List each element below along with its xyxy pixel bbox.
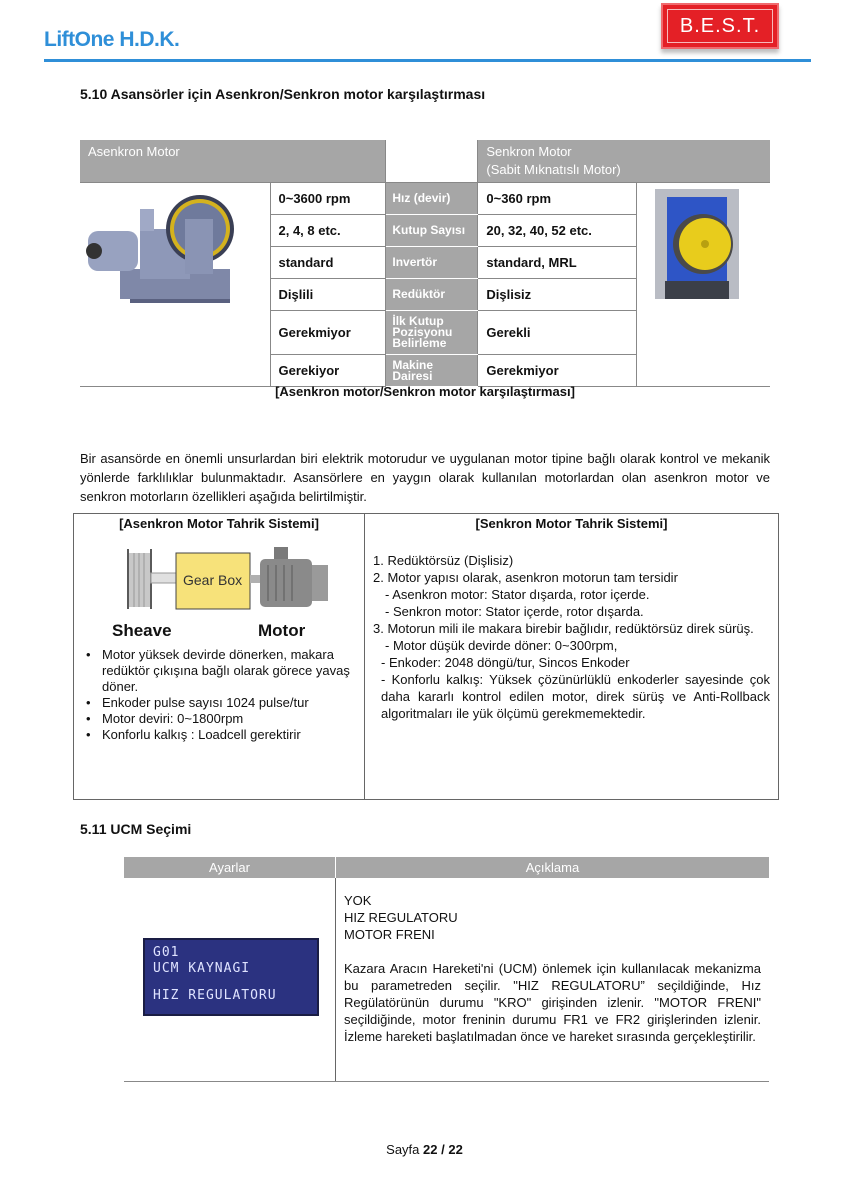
page-total: 22: [448, 1142, 463, 1157]
sync-value: Gerekmiyor: [478, 355, 637, 387]
col-description: Açıklama: [525, 860, 580, 875]
description-cell: [336, 878, 769, 1081]
list-item: • Konforlu kalkış : Loadcell gerektirir: [80, 727, 358, 743]
lcd-line-1: G01: [153, 945, 180, 960]
geared-machine-image: [80, 189, 250, 314]
list-item: - Asenkron motor: Stator dışarda, rotor içerde.: [385, 587, 650, 602]
lcd-display: [143, 938, 319, 1016]
async-value: Gerekiyor: [270, 355, 386, 387]
async-motor-header: Asenkron Motor: [80, 140, 386, 183]
list-item: - Senkron motor: Stator içerde, rotor dışarda.: [385, 604, 644, 619]
ucm-table-header: [124, 857, 769, 878]
property-label: İlk Kutup Pozisyonu Belirleme: [386, 311, 478, 355]
async-value: Gerekmiyor: [270, 311, 386, 355]
gearbox-label: Gear Box: [183, 572, 243, 588]
async-value: 2, 4, 8 etc.: [270, 215, 386, 247]
property-label: Makine Dairesi: [386, 355, 478, 387]
async-value: standard: [270, 247, 386, 279]
async-value: Dişlili: [270, 279, 386, 311]
lcd-line-3: HIZ REGULATORU: [153, 988, 277, 1003]
sheave-label: Sheave: [112, 621, 172, 640]
option-item: MOTOR FRENI: [344, 927, 435, 942]
sync-drive-box: [365, 514, 778, 799]
drive-system-comparison: [73, 513, 779, 800]
sync-value: 20, 32, 40, 52 etc.: [478, 215, 637, 247]
sync-motor-header: Senkron Motor (Sabit Mıknatıslı Motor): [478, 140, 770, 183]
ucm-description: Kazara Aracın Hareketi'ni (UCM) önlemek için kullanılacak mekanizma bu parametreden seçilir. "HIZ REGULATORU” seçildiğinde, Hız Regülatörünün durumu "KRO" girişinden izlenir. "MOTOR FRENI" seçildiğinde, motor freninin durumu FR1 ve FR2 girişlerinden izlenir. İzleme hareketi başlatılmadan önce ve hareket sırasında gerçekleştirilir.: [344, 961, 761, 1044]
list-item: - Motor düşük devirde döner: 0~300rpm,: [385, 638, 618, 653]
async-value: 0~3600 rpm: [270, 183, 386, 215]
async-drive-box: [74, 514, 365, 799]
page-number: 22: [423, 1142, 438, 1157]
list-item: • Motor yüksek devirde dönerken, makara redüktör çıkışına bağlı olarak görece yavaş döner.: [80, 647, 358, 695]
async-feature-list: [80, 647, 358, 743]
option-item: HIZ REGULATORU: [344, 910, 458, 925]
property-label: Invertör: [386, 247, 478, 279]
ucm-table: [124, 857, 769, 1082]
motor-label: Motor: [258, 621, 306, 640]
section-title-5-10: 5.10 Asansörler için Asenkron/Senkron motor karşılaştırması: [80, 86, 486, 102]
list-item: • Motor deviri: 0~1800rpm: [80, 711, 358, 727]
motor-comparison-table: [80, 140, 770, 387]
table-caption: [Asenkron motor/Senkron motor karşılaştırması]: [275, 384, 575, 399]
section-title-5-11: 5.11 UCM Seçimi: [80, 821, 192, 837]
gearless-machine-image: [655, 189, 739, 299]
property-label: Redüktör: [386, 279, 478, 311]
sync-feature-list: [373, 552, 770, 722]
col-settings: Ayarlar: [124, 857, 336, 878]
sync-value: standard, MRL: [478, 247, 637, 279]
sync-value: Gerekli: [478, 311, 637, 355]
sync-motor-image-cell: [637, 183, 770, 387]
list-item: • Enkoder pulse sayısı 1024 pulse/tur: [80, 695, 358, 711]
logo-text: B.E.S.T.: [667, 9, 773, 43]
best-logo: [661, 3, 779, 49]
intro-paragraph: Bir asansörde en önemli unsurlardan biri elektrik motorudur ve uygulanan motor tipine bağlı olarak kontrol ve mekanik yönlerde farklılıklar bulunmaktadır. Asansörlere en yaygın olarak kullanılan motorlardan olan asenkron motor ve senkron motorların özellikleri aşağıda belirtilmiştir.: [80, 451, 770, 504]
async-motor-image-cell: [80, 183, 270, 387]
option-item: YOK: [344, 893, 372, 908]
list-item: 1. Redüktörsüz (Dişlisiz): [373, 553, 514, 568]
property-label: Kutup Sayısı: [386, 215, 478, 247]
page-footer: [0, 1142, 849, 1157]
sync-value: 0~360 rpm: [478, 183, 637, 215]
brand-title: LiftOne H.D.K.: [44, 28, 180, 51]
property-label: Hız (devir): [386, 183, 478, 215]
async-drive-title: [Asenkron Motor Tahrik Sistemi]: [119, 516, 319, 531]
header-spacer: [386, 140, 478, 183]
list-item: - Konforlu kalkış: Yüksek çözünürlüklü enkoderler sayesinde çok daha kararlı kontrol edilen motor, direk sürüş ve Anti-Rollback algoritmaları ile yük ölçümü gerekmemektedir.: [381, 672, 770, 721]
list-item: 3. Motorun mili ile makara birebir bağlıdır, redüktörsüz direk sürüş.: [373, 621, 754, 636]
page-label: Sayfa: [386, 1142, 420, 1157]
settings-cell: [124, 878, 336, 1081]
page-separator: /: [441, 1142, 445, 1157]
lcd-line-2: UCM KAYNAGI: [153, 961, 251, 976]
async-drive-diagram: [80, 537, 358, 647]
list-item: - Enkoder: 2048 döngü/tur, Sincos Enkoder: [381, 655, 630, 670]
sync-value: Dişlisiz: [478, 279, 637, 311]
sync-drive-title: [Senkron Motor Tahrik Sistemi]: [475, 516, 668, 531]
ucm-table-row: [124, 878, 769, 1082]
list-item: 2. Motor yapısı olarak, asenkron motorun tam tersidir: [373, 570, 678, 585]
header-divider: [44, 59, 811, 62]
